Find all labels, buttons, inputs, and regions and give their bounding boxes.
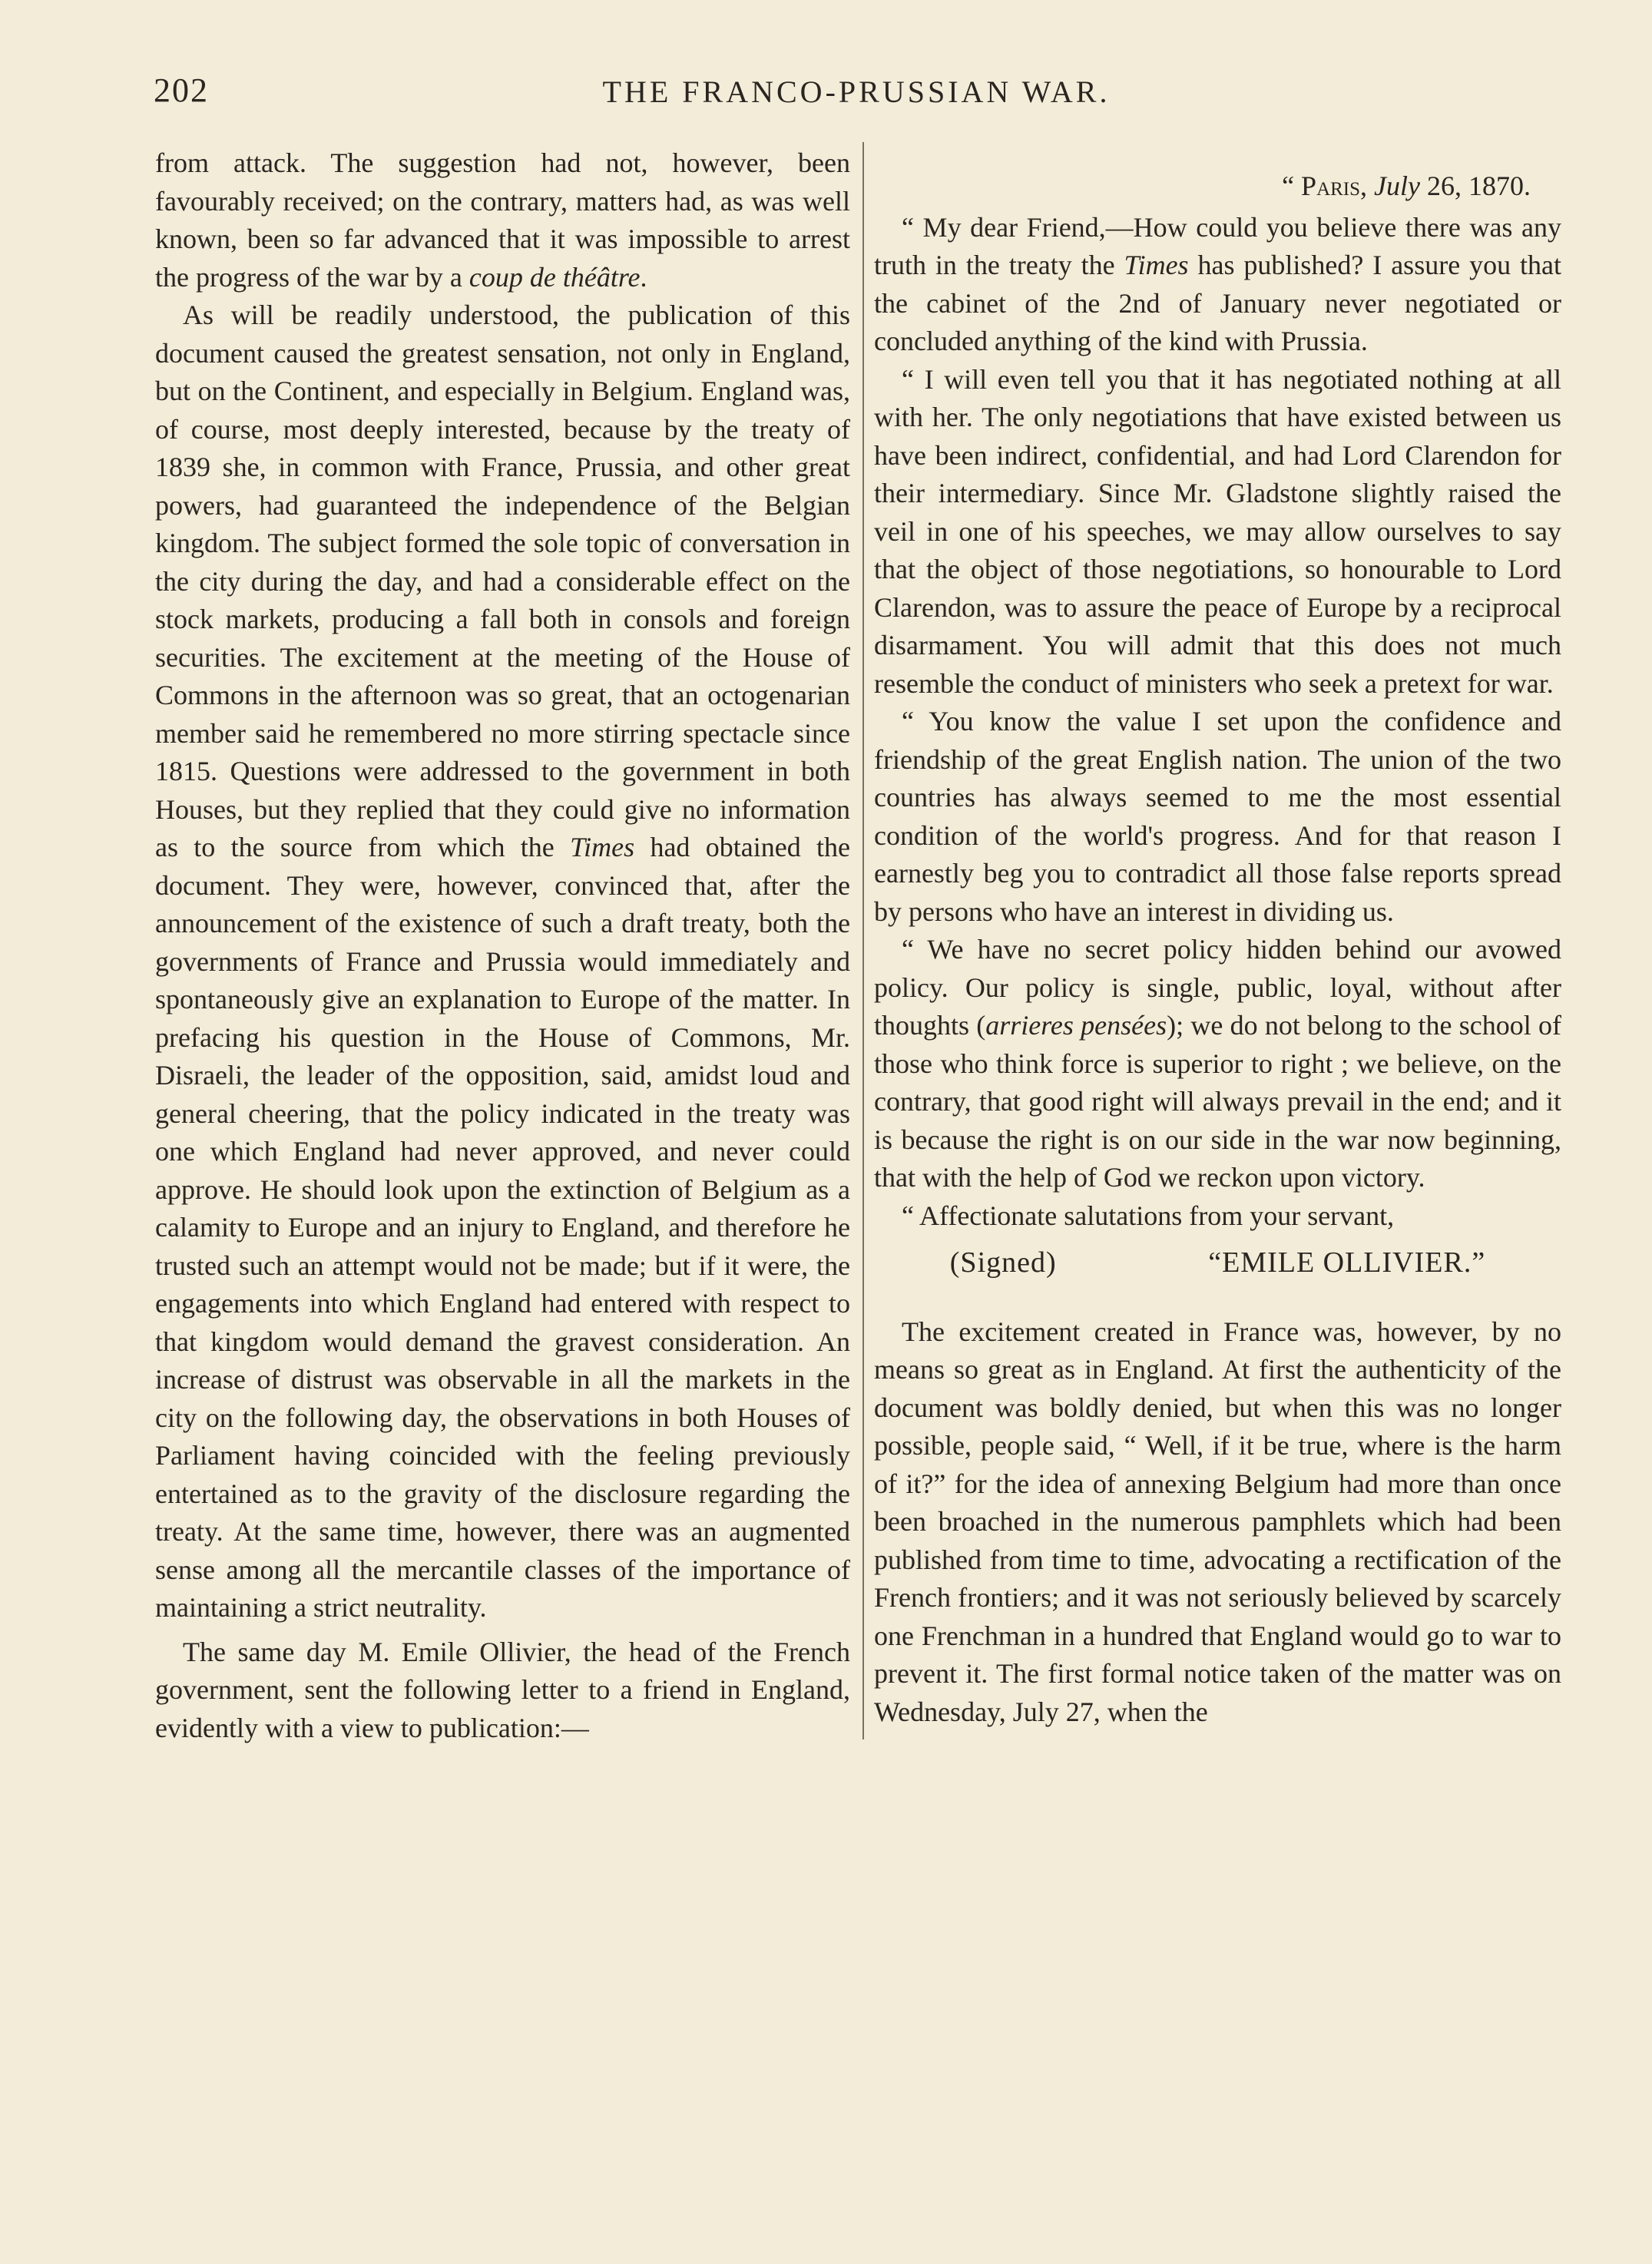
signed-label: (Signed) — [949, 1246, 1057, 1279]
letter-closing: “ Affectionate salutations from your servant, — [902, 1200, 1395, 1231]
right-paragraph-after-letter: The excitement created in France was, however, by no means so great as in England. At first the authenticity of the document was boldly denied, but when this was no longer possible, people said, “ Well, if it be true, where is the harm of it?” for the idea of annexing Belgium had more than once been broached in the numerous pamphlets which had been published from time to time, advocating a rectification of the French frontiers; and it was not seriously believed by scarcely one Frenchman in a hundred that England would go to war to prevent it. The first formal notice taken of the matter was on Wednesday, July 27, when the — [874, 1316, 1561, 1727]
signatory-name: “EMILE OLLIVIER.” — [1208, 1246, 1486, 1279]
page-number: 202 — [154, 71, 209, 109]
letter-signature — [874, 1244, 1561, 1283]
letter-paragraph-1: “ My dear Friend,—How could you believe there was any truth in the treaty the Times has published? I assure you that the cabinet of the 2nd of January never negotiated or concluded anything of the kind with Prussia. — [874, 211, 1561, 356]
letter-paragraph-2: “ I will even tell you that it has negotiated nothing at all with her. The only negotiations that have existed between us have been indirect, confidential, and had Lord Clarendon for their intermediary. Since Mr. Gladstone slightly raised the veil in one of his speeches, we may allow ourselves to say that the object of those negotiations, so honourable to Lord Clarendon, was to assure the peace of Europe by a reciprocal disarmament. You will admit that this does not much resemble the conduct of ministers who seek a pretext for war. — [874, 363, 1561, 699]
left-column — [155, 144, 850, 1747]
column-divider — [862, 142, 864, 1739]
right-column — [874, 144, 1561, 1731]
running-title: THE FRANCO-PRUSSIAN WAR. — [602, 74, 1111, 109]
letter-paragraph-4: “ We have no secret policy hidden behind our avowed policy. Our policy is single, public, loyal, without after thoughts (arrieres pensées); we do not belong to the school of those who think force is superior to right ; we believe, on the contrary, that good right will always prevail in the end; and it is because the right is on our side in the war now beginning, that with the help of God we reckon upon victory. — [874, 934, 1561, 1193]
left-paragraph-3: The same day M. Emile Ollivier, the head of the French government, sent the following letter to a friend in England, evidently with a view to publication:— — [155, 1636, 850, 1743]
letter-paragraph-3: “ You know the value I set upon the confidence and friendship of the great English nation. The union of the two countries has always seemed to me the most essential condition of the world's progress. And for that reason I earnestly beg you to contradict all those false reports spread by persons who have an interest in dividing us. — [874, 706, 1561, 927]
left-paragraph-2: As will be readily understood, the publication of this document caused the greatest sensation, not only in England, but on the Continent, and especially in Belgium. England was, of course, most deeply interested, because by the treaty of 1839 she, in common with France, Prussia, and other great powers, had guaranteed the independence of the Belgian kingdom. The subject formed the sole topic of conversation in the city during the day, and had a considerable effect on the stock markets, producing a fall both in consols and foreign securities. The excitement at the meeting of the House of Commons in the afternoon was so great, that an octogenarian member said he remembered no more stirring spectacle since 1815. Questions were addressed to the government in both Houses, but they replied that they could give no information as to the source from which the Times had obtained the document. They were, however, convinced that, after the announcement of the existence of such a draft treaty, both the governments of France and Prussia would immediately and spontaneously give an explanation to Europe of the matter. In prefacing his question in the House of Commons, Mr. Disraeli, the leader of the opposition, said, amidst loud and general cheering, that the policy indicated in the treaty was one which England had never approved, and never could approve. He should look upon the extinction of Belgium as a calamity to Europe and an injury to England, and therefore he trusted such an attempt would not be made; but if it were, the engagements into which England had entered with respect to that kingdom would demand the gravest consideration. An increase of distrust was observable in all the markets in the city on the following day, the observations in both Houses of Parliament having coincided with the feeling previously entertained as to the gravity of the disclosure regarding the treaty. At the same time, however, there was an augmented sense among all the mercantile classes of the importance of maintaining a strict neutrality. — [155, 300, 850, 1623]
left-paragraph-1: from attack. The suggestion had not, however, been favourably received; on the contrary, matters had, as was well known, been so far advanced that it was impossible to arrest the progress of the war by a coup de théâtre. — [155, 147, 850, 293]
page-header — [154, 71, 1559, 117]
letter-dateline: “ Paris, July 26, 1870. — [1282, 170, 1531, 201]
